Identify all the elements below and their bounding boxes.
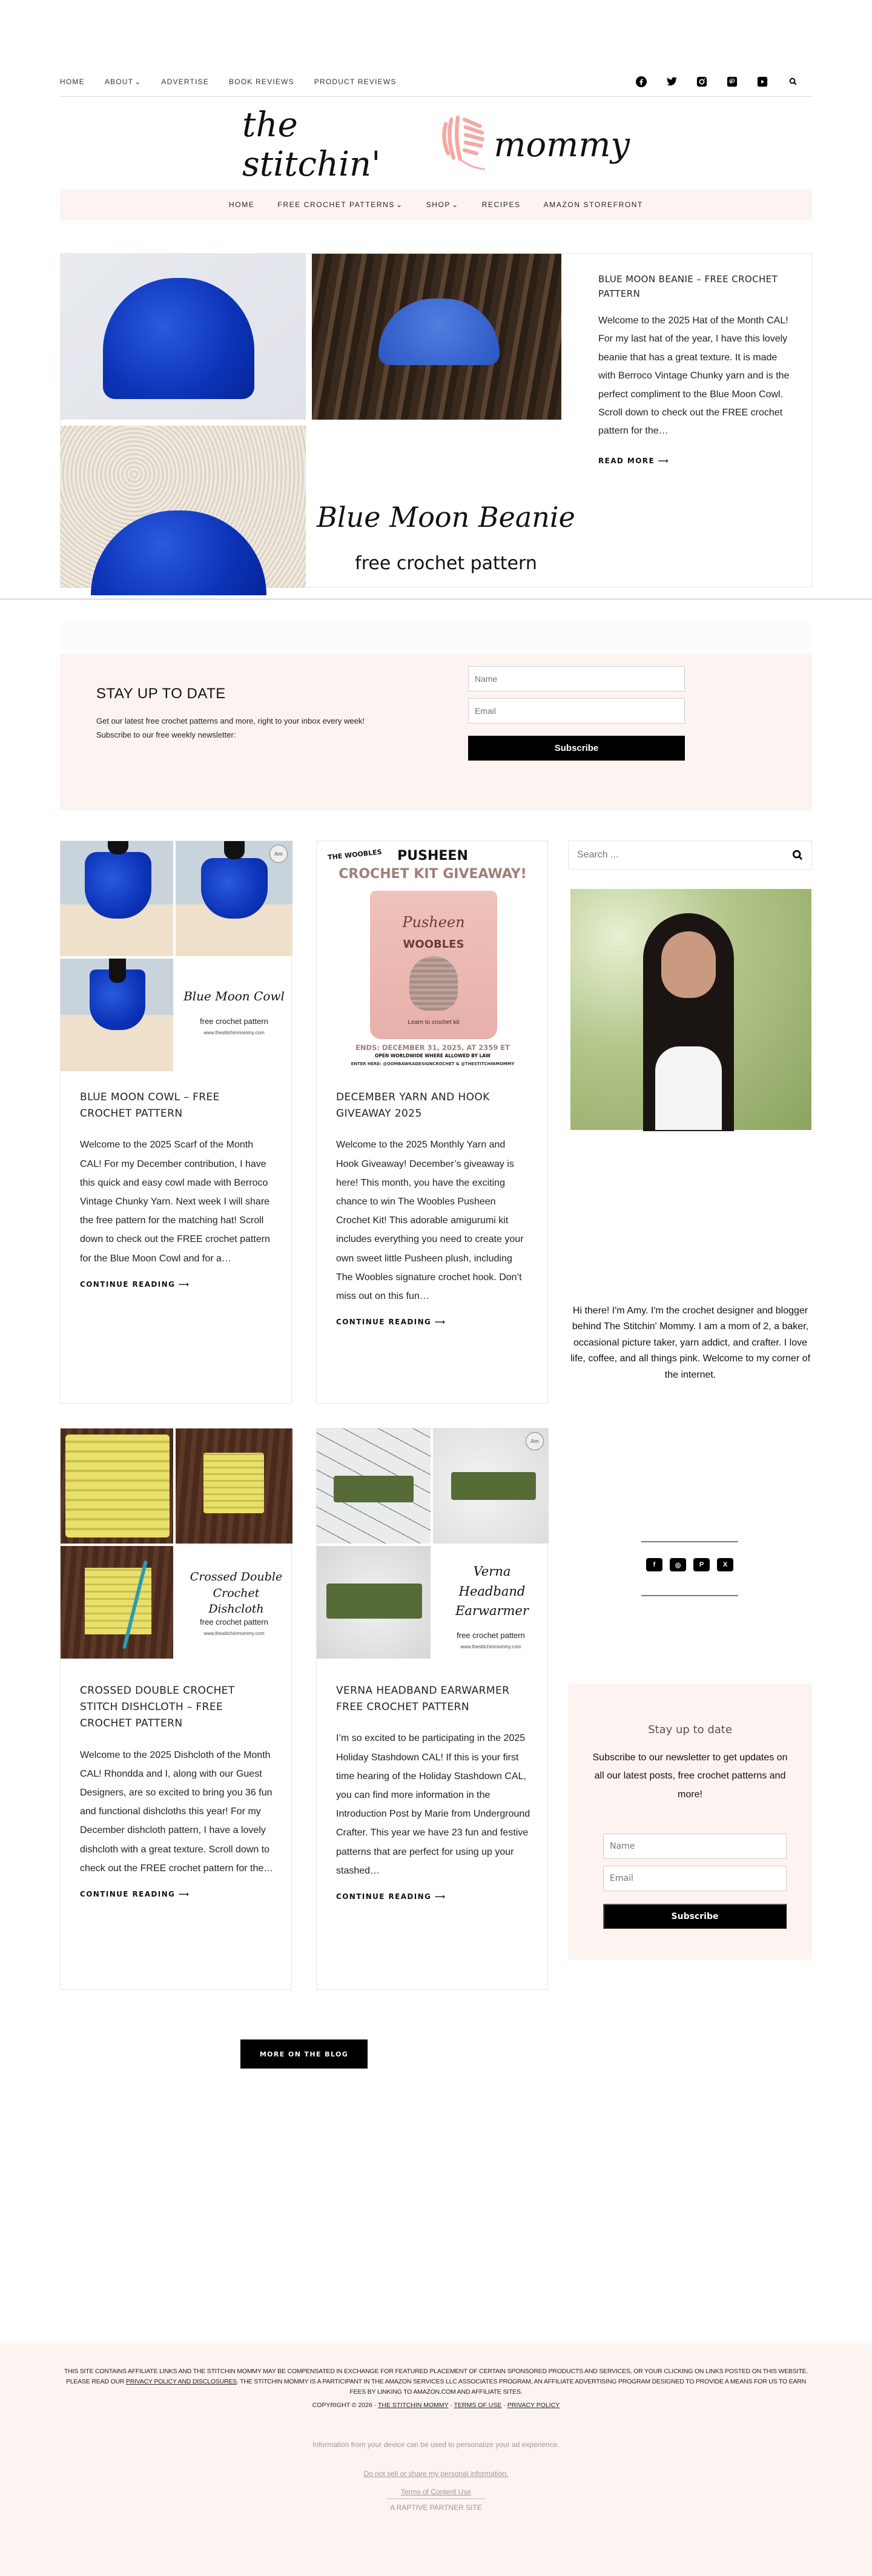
continue-reading-link[interactable]: CONTINUE READING ⟶ (80, 1280, 190, 1289)
sidebar-search (568, 841, 812, 870)
continue-reading-link[interactable]: CONTINUE READING ⟶ (336, 1318, 446, 1327)
logo-text-right: mommy (494, 125, 630, 165)
divider (641, 1541, 738, 1542)
continue-reading-link[interactable]: CONTINUE READING ⟶ (336, 1892, 446, 1901)
facebook-icon[interactable]: f (646, 1558, 662, 1571)
watermark-badge: Am (269, 845, 288, 863)
cowl-caption-url: www.thestitchinmommy.com (203, 1030, 265, 1035)
post-title[interactable]: CROSSED DOUBLE CROCHET STITCH DISHCLOTH – FREE CROCHET PATTERN (80, 1685, 235, 1730)
top-nav-about-label: ABOUT (104, 77, 134, 86)
main-nav-amazon-storefront[interactable]: AMAZON STOREFRONT (543, 200, 643, 209)
author-bio: Hi there! I'm Amy. I'm the crochet designer and blogger behind The Stitchin' Mommy. I am a mom of 2, a baker, occasional picture taker, yarn addict, and crafter. I love life, coffee, and all things pink. Welcome to my corner of the internet. (570, 1306, 811, 1380)
dishcloth-caption (176, 1546, 292, 1659)
featured-post (60, 253, 812, 587)
kit-package (370, 891, 497, 1039)
ad-placeholder (60, 621, 812, 649)
newsletter-heading: STAY UP TO DATE (96, 685, 226, 702)
post-excerpt: Welcome to the 2025 Scarf of the Month CAL! For my December contribution, I have this quick and easy cowl made with Berroco Vintage Chunky Yarn. Next week I will share the free pattern for the matching hat! Scroll down to check out the FREE crochet pattern for the Blue Moon Cowl and for a… (80, 1140, 270, 1264)
kit-package-sub: Learn to crochet kit (408, 1019, 460, 1026)
main-nav-free-crochet-patterns-label: FREE CROCHET PATTERNS (277, 200, 395, 209)
header-social (635, 76, 799, 88)
sidebar-social (646, 1558, 733, 1571)
site-home-link[interactable]: THE STITCHIN MOMMY (378, 2402, 449, 2409)
cowl-caption-title: Blue Moon Cowl (183, 989, 285, 1003)
beanie-photo-1 (61, 254, 306, 420)
top-nav-product-reviews[interactable]: PRODUCT REVIEWS (314, 77, 397, 86)
sidebar-newsletter-text: Subscribe to our newsletter to get updates on all our latest posts, free crochet patterns and more! (592, 1752, 788, 1800)
post-excerpt: I’m so excited to be participating in the 2025 Holiday Stashdown CAL! If this is your first time hearing of the Holiday Stashdown CAL, you can find more information in the Introduction Post by Marie from Underground Crafter. This year we have 23 fun and festive patterns that are perfect for using up your stashed… (336, 1733, 530, 1876)
post-card (60, 841, 292, 1404)
main-nav-free-crochet-patterns[interactable] (277, 200, 403, 209)
sidebar-search-input[interactable] (577, 850, 771, 860)
main-nav-home[interactable]: HOME (229, 200, 255, 209)
sidebar-newsletter-heading: Stay up to date (648, 1723, 732, 1736)
yarn-ball-icon (436, 108, 485, 181)
pinterest-icon[interactable]: P (693, 1558, 710, 1571)
giveaway-enter: ENTER HERE: @OOMBAWKADESIGNCROCHET & @THESTITCHINMOMMY (351, 1062, 515, 1066)
beanie-photo-2 (312, 254, 561, 420)
giveaway-title: PUSHEEN (397, 848, 468, 864)
woobles-brand: THE WOOBLES (327, 848, 383, 862)
sidebar-newsletter (568, 1683, 812, 1960)
chevron-down-icon: ⌄ (452, 200, 459, 209)
watermark-badge: Am (526, 1432, 544, 1450)
terms-of-use-link[interactable]: TERMS OF USE (454, 2402, 502, 2409)
post-image[interactable] (317, 841, 547, 1071)
main-nav-recipes[interactable]: RECIPES (481, 200, 521, 209)
facebook-icon[interactable] (635, 76, 647, 88)
featured-post-title[interactable]: BLUE MOON BEANIE – FREE CROCHET PATTERN (598, 274, 778, 299)
post-excerpt: Welcome to the 2025 Dishcloth of the Month CAL! Rhondda and I, along with our Guest Designers, are so excited to bring you 36 fun and functional dishcloths this year! For my December dishcloth pattern, I have a lovely dishcloth with a great texture. Scroll down to check out the FREE crochet pattern for the… (80, 1749, 274, 1874)
pinterest-icon[interactable] (726, 76, 738, 88)
divider (387, 2498, 485, 2499)
chevron-down-icon: ⌄ (396, 200, 403, 209)
headband-photo-3 (317, 1546, 431, 1659)
headband-caption-subtitle: free crochet pattern (457, 1631, 525, 1640)
kit-package-brand: WOOBLES (403, 938, 464, 951)
dishcloth-caption-title: Crossed Double Crochet Dishcloth (190, 1570, 283, 1616)
post-title[interactable]: DECEMBER YARN AND HOOK GIVEAWAY 2025 (336, 1091, 490, 1120)
beanie-photo-3 (61, 426, 306, 588)
divider (641, 1595, 738, 1596)
read-more-link[interactable]: READ MORE ⟶ (598, 456, 670, 465)
instagram-icon[interactable]: ◎ (670, 1558, 686, 1571)
main-nav-shop-label: SHOP (426, 200, 451, 209)
search-icon[interactable] (787, 76, 799, 88)
top-nav-advertise[interactable]: ADVERTISE (161, 77, 210, 86)
post-content (80, 1089, 274, 1290)
privacy-policy-link[interactable]: PRIVACY POLICY (507, 2402, 560, 2409)
top-nav-about[interactable] (105, 78, 142, 86)
logo-text-left: the stitchin' (242, 105, 381, 184)
post-content (336, 1683, 530, 1902)
terms-of-content-use-link[interactable]: Terms of Content Use (400, 2488, 472, 2496)
giveaway-open: OPEN WORLDWIDE WHERE ALLOWED BY LAW (374, 1053, 491, 1058)
top-nav (60, 78, 397, 86)
instagram-icon[interactable] (696, 76, 708, 88)
x-icon[interactable]: X (717, 1558, 733, 1571)
featured-content (580, 254, 813, 484)
post-title[interactable]: BLUE MOON COWL – FREE CROCHET PATTERN (80, 1091, 220, 1120)
do-not-sell-link[interactable]: Do not sell or share my personal information. (363, 2469, 509, 2478)
sidebar-email-input[interactable] (603, 1866, 787, 1891)
newsletter-section (60, 654, 812, 810)
headband-caption-title: Verna Headband Earwarmer (455, 1564, 529, 1619)
site-logo[interactable] (242, 107, 630, 183)
dishcloth-caption-subtitle: free crochet pattern (200, 1617, 268, 1627)
cowl-caption (176, 959, 292, 1071)
featured-post-excerpt: Welcome to the 2025 Hat of the Month CAL! For my last hat of the year, I have this lovely beanie that has a great texture. It is made with Berroco Vintage Chunky yarn and is the perfect compliment to the Blue Moon Cowl. Scroll down to check out the FREE crochet pattern for the… (598, 315, 790, 437)
giveaway-ends: ENDS: DECEMBER 31, 2025, AT 2359 ET (355, 1043, 510, 1052)
post-content (336, 1089, 530, 1327)
dishcloth-photo-1 (61, 1428, 173, 1544)
post-card (60, 1428, 292, 1990)
search-icon[interactable] (792, 850, 803, 860)
featured-image-title: Blue Moon Beanie (317, 501, 575, 533)
affiliate-disclosure (61, 2366, 811, 2397)
disclosure-text-2: . THE STITCHIN MOMMY IS A PARTICIPANT IN THE AMAZON SERVICES LLC ASSOCIATES PROGRAM, AN AFFILIATE ADVERTISING PROGRAM DESIGNED TO PROVIDE A MEANS FOR US TO EARN FEES BY LINKING TO AMAZON.COM AND AFFILIATE SITES. (236, 2377, 807, 2396)
twitter-icon[interactable] (666, 76, 678, 88)
featured-image[interactable] (61, 254, 580, 588)
post-title[interactable]: VERNA HEADBAND EARWARMER FREE CROCHET PATTERN (336, 1685, 510, 1714)
top-bar (60, 67, 812, 97)
kit-package-title: Pusheen (402, 914, 465, 931)
site-footer (0, 2343, 872, 2576)
post-content (80, 1683, 274, 1900)
cowl-caption-subtitle: free crochet pattern (200, 1017, 268, 1026)
ad-info-text: Information from your device can be used to personalize your ad experience. (312, 2440, 560, 2449)
privacy-disclosures-link[interactable]: PRIVACY POLICY AND DISCLOSURES (125, 2377, 237, 2385)
sidebar-name-input[interactable] (603, 1834, 787, 1859)
newsletter-text: Get our latest free crochet patterns and more, right to your inbox every week! Subscribe to our free weekly newsletter: (96, 716, 365, 739)
headband-caption (433, 1546, 549, 1659)
raptive-partner-text: A RAPTIVE PARTNER SITE (390, 2503, 482, 2512)
cowl-photo-2 (176, 841, 292, 956)
giveaway-headline: CROCHET KIT GIVEAWAY! (339, 867, 527, 882)
post-image[interactable] (61, 1428, 291, 1659)
top-nav-home[interactable]: HOME (60, 77, 85, 86)
section-divider (0, 598, 872, 600)
sidebar-subscribe-button[interactable]: Subscribe (603, 1904, 787, 1929)
disclosure-text: THIS SITE CONTAINS AFFILIATE LINKS AND THE STITCHIN MOMMY MAY BE COMPENSATED IN EXCHANGE FOR FEATURED PLACEMENT OF CERTAIN SPONSORED PRODUCTS AND SERVICES, OR YOUR CLICKING ON LINKS POSTED ON THIS WEBSITE. PLEASE READ OUR (64, 2368, 808, 2385)
post-card (316, 841, 548, 1404)
newsletter-subscribe-button[interactable]: Subscribe (468, 736, 685, 761)
author-photo (570, 889, 811, 1130)
featured-image-subtitle: free crochet pattern (355, 553, 537, 574)
main-nav-shop[interactable] (426, 200, 459, 209)
featured-image-caption (312, 426, 580, 588)
headband-photo-1 (317, 1428, 431, 1544)
post-excerpt: Welcome to the 2025 Monthly Yarn and Hook Giveaway! December’s giveaway is here! This month, you have the exciting chance to win The Woobles Pusheen Crochet Kit! This adorable amigurumi kit includes everything you need to create your own sweet little Pusheen plush, including The Woobles signature crochet hook. Don’t miss out on this fun… (336, 1140, 524, 1301)
headband-photo-2 (433, 1428, 549, 1544)
chevron-down-icon: ⌄ (134, 77, 142, 86)
copyright-text: COPYRIGHT © 2026 · (312, 2402, 378, 2409)
newsletter-name-input[interactable] (468, 666, 685, 692)
post-card (316, 1428, 548, 1990)
cowl-photo-3 (61, 959, 173, 1071)
post-image[interactable] (61, 841, 291, 1071)
dishcloth-caption-url: www.thestitchinmommy.com (203, 1631, 265, 1636)
copyright: COPYRIGHT © 2026 · THE STITCHIN MOMMY · TERMS OF USE · PRIVACY POLICY (312, 2402, 560, 2409)
dishcloth-photo-2 (176, 1428, 292, 1544)
top-nav-book-reviews[interactable]: BOOK REVIEWS (229, 77, 294, 86)
post-image[interactable] (317, 1428, 547, 1659)
continue-reading-link[interactable]: CONTINUE READING ⟶ (80, 1889, 190, 1898)
dishcloth-photo-3 (61, 1546, 173, 1659)
main-nav (60, 189, 812, 220)
more-on-the-blog-button[interactable]: MORE ON THE BLOG (240, 2039, 368, 2069)
cowl-photo-1 (61, 841, 173, 956)
headband-caption-url: www.thestitchinmommy.com (460, 1644, 521, 1650)
newsletter-email-input[interactable] (468, 698, 685, 724)
youtube-icon[interactable] (756, 76, 768, 88)
